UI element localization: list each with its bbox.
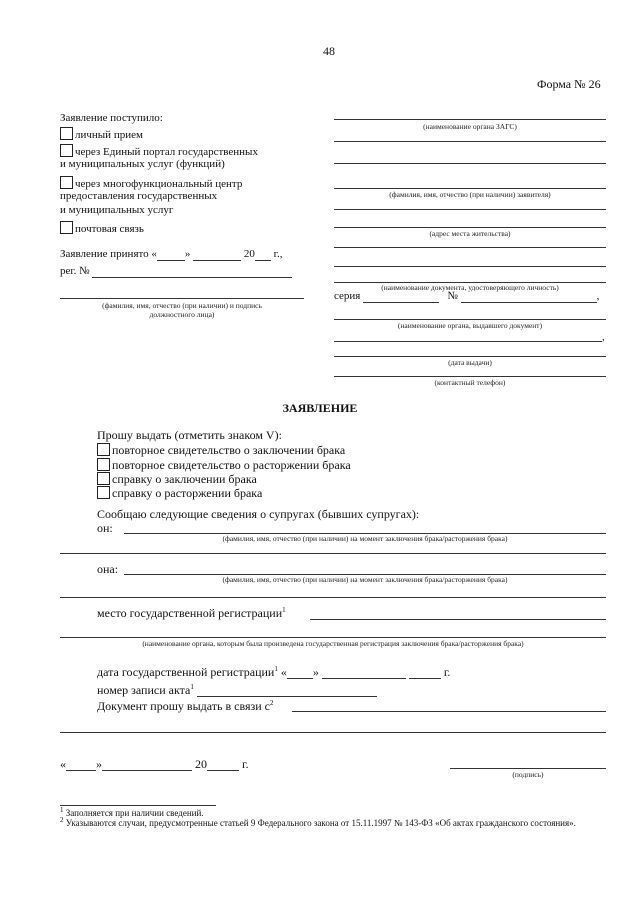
she-name-line-2[interactable] [60, 597, 606, 598]
accepted-row: Заявление принято « » 20 г., [60, 248, 283, 260]
checkbox-portal[interactable] [60, 144, 73, 157]
checkbox-divorce-ref[interactable] [97, 486, 110, 499]
checkbox-divorce-cert[interactable] [97, 458, 110, 471]
reg-row: рег. № [60, 265, 292, 278]
address-line-3[interactable] [334, 266, 606, 267]
option-mfc-cont2: и муниципальных услуг [60, 204, 174, 216]
he-name-caption: (фамилия, имя, отчество (при наличии) на момент заключения брака/расторжения брака) [222, 534, 508, 543]
request-option-3: справку о заключении брака [97, 472, 257, 486]
request-option-2: повторное свидетельство о расторжении брака [97, 458, 351, 472]
she-name-caption: (фамилия, имя, отчество (при наличии) на момент заключения брака/расторжения брака) [222, 575, 508, 584]
option-portal: через Единый портал государственных [60, 144, 258, 159]
place-line-2[interactable] [60, 637, 606, 638]
address-caption: (адрес места жительства) [429, 229, 511, 238]
he-label: он: [97, 521, 113, 535]
sign-month-field[interactable] [102, 758, 192, 771]
page-number: 48 [323, 44, 335, 58]
signature-line[interactable] [450, 768, 606, 769]
act-number-field[interactable] [197, 684, 377, 697]
phone-line[interactable] [334, 376, 606, 377]
checkbox-marriage-cert[interactable] [97, 443, 110, 456]
footnote-separator [60, 805, 216, 806]
reg-day-field[interactable] [287, 666, 313, 679]
series-field[interactable] [363, 290, 439, 303]
reg-month-field[interactable] [322, 666, 406, 679]
she-label: она: [97, 562, 119, 576]
option-mfc-cont1: предоставления государственных [60, 190, 218, 202]
checkbox-marriage-ref[interactable] [97, 472, 110, 485]
form-label: Форма № 26 [537, 77, 601, 91]
official-caption-1: (фамилия, имя, отчество (при наличии) и подпись [102, 301, 262, 310]
footnote-1: $^1$ Заполняется при наличии сведений. [60, 806, 204, 818]
he-name-line-2[interactable] [60, 553, 606, 554]
request-intro: Прошу выдать (отметить знаком V): [97, 428, 282, 442]
doc-number-field[interactable] [461, 290, 597, 303]
reg-number-field[interactable] [92, 265, 292, 278]
sign-year-field[interactable] [207, 758, 239, 771]
spouses-intro: Сообщаю следующие сведения о супругах (бывших супругах): [97, 507, 420, 521]
checkbox-mfc[interactable] [60, 176, 73, 189]
issuer-caption: (наименование органа, выдавшего документ) [397, 321, 543, 330]
place-line[interactable] [310, 619, 606, 620]
accepted-day-field[interactable] [157, 248, 185, 261]
sign-date-row: « » 20 г. [60, 757, 249, 771]
issuer-line[interactable] [334, 319, 606, 320]
official-caption-2: должностного лица) [149, 310, 215, 319]
signature-caption: (подпись) [512, 770, 544, 779]
accepted-year-field[interactable] [255, 248, 271, 261]
option-personal: личный прием [60, 127, 143, 142]
option-post: почтовая связь [60, 221, 144, 236]
id-doc-caption: (наименование документа, удостоверяющего личность) [381, 283, 559, 292]
option-portal-cont: и муниципальных услуг (функций) [60, 158, 225, 170]
request-option-1: повторное свидетельство о заключении брака [97, 443, 345, 457]
address-line-2[interactable] [334, 247, 606, 248]
zags-caption: (наименование органа ЗАГС) [423, 122, 517, 131]
sign-day-field[interactable] [66, 758, 96, 771]
official-line[interactable] [60, 298, 304, 299]
series-row: серия № , [334, 290, 600, 302]
act-row: номер записи акта$^1$ [97, 683, 377, 697]
phone-caption: (контактный телефон) [434, 378, 506, 387]
place-caption: (наименование органа, которым была произведена государственная регистрация заключения брака/расторжения брака) [142, 639, 524, 648]
reason-line-2[interactable] [60, 732, 606, 733]
issue-date-caption: (дата выдачи) [448, 358, 492, 367]
checkbox-post[interactable] [60, 221, 73, 234]
zags-line[interactable] [334, 119, 606, 120]
issue-date-line[interactable] [334, 356, 606, 357]
reg-year-field[interactable] [409, 666, 441, 679]
place-label: место государственной регистрации$^1$ [97, 606, 286, 620]
request-option-4: справку о расторжении брака [97, 486, 262, 500]
accepted-month-field[interactable] [193, 248, 241, 261]
checkbox-personal[interactable] [60, 127, 73, 140]
reason-label: Документ прошу выдать в связи $с^2$ [97, 699, 274, 713]
footnote-2: $^2$ Указываются случаи, предусмотренные статьей 9 Федерального закона от 15.11.1997 № 143-ФЗ «Об актах гражданского состояния». [60, 816, 576, 828]
applicant-line-2[interactable] [334, 209, 606, 210]
date-row: дата государственной регистрации$^1$ « » г. [97, 665, 451, 679]
zags-line-3[interactable] [334, 163, 606, 164]
applicant-caption: (фамилия, имя, отчество (при наличии) заявителя) [389, 190, 551, 199]
issuer-line-2[interactable] [334, 341, 602, 342]
reason-line[interactable] [292, 711, 606, 712]
address-line[interactable] [334, 227, 606, 228]
applicant-line[interactable] [334, 188, 606, 189]
received-label: Заявление поступило: [60, 112, 163, 124]
zags-line-2[interactable] [334, 141, 606, 142]
document-title: ЗАЯВЛЕНИЕ [282, 401, 358, 415]
option-mfc: через многофункциональный центр [60, 176, 306, 191]
